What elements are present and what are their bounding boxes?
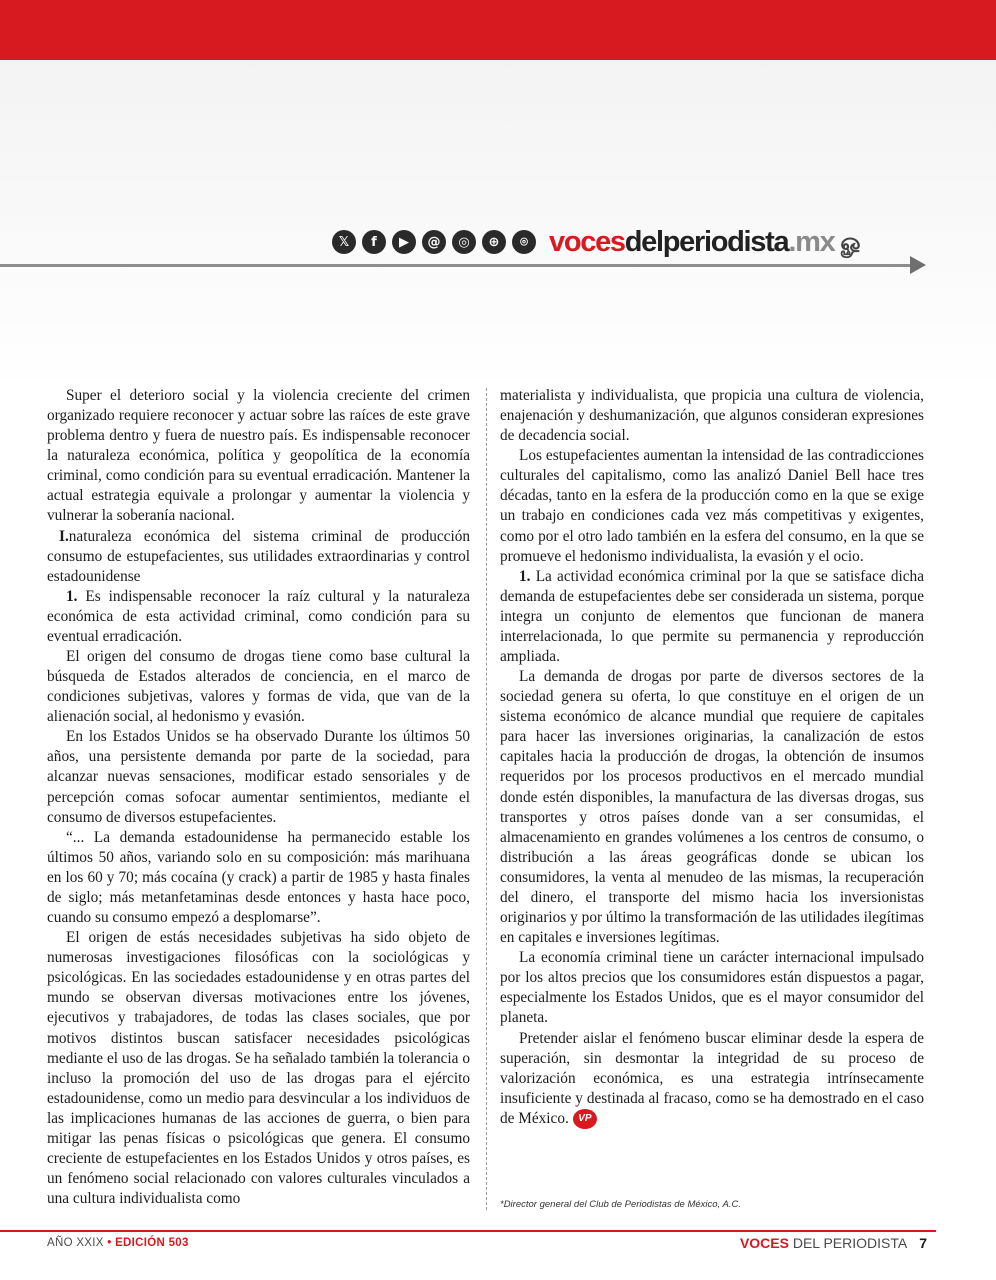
footer-edition: EDICIÓN 503 bbox=[115, 1237, 189, 1249]
section-marker: I. bbox=[59, 527, 69, 545]
article-paragraph: Super el deterioro social y la violencia creciente del crimen organizado requiere reconocer y actuar sobre las raíces de este grave problema dentro y fuera de nuestro país. Es indispensable reconocer la naturaleza económica, política y geopolítica de la economía criminal, como condición para su eventual erradicación. Mantener la actual estrategia equivale a prolongar y aumentar la violencia y vulnerar la soberanía nacional. bbox=[47, 387, 470, 525]
footer-bullet: • bbox=[107, 1237, 112, 1249]
article-paragraph: El origen del consumo de drogas tiene como base cultural la búsqueda de Estados alterados de conciencia, en el marco de condiciones subjetivas, valores y formas de vida, que van de la alienación social, al hedonismo y evasión. bbox=[47, 648, 470, 726]
instagram-icon[interactable]: ◎ bbox=[452, 230, 476, 254]
top-red-bar bbox=[0, 0, 996, 60]
article-paragraph: El origen de estás necesidades subjetivas ha sido objeto de numerosas investigaciones filosóficas con la sociológicas y psicológicas. En las sociedades estadounidense y en otras partes del mundo se observan diversas motivaciones entre los jóvenes, ejecutivos y trabajadores, de todas las clases sociales, que por motivos distintos buscan satisfacer necesidades psicológicas mediante el uso de las drogas. Se ha señalado también la tolerancia o incluso la promoción del uso de las drogas para el ejército estadounidense, como un medio para desvincular a los individuos de las implicaciones humanas de las acciones de guerra, o bien para mitigar las penas físicas o psicológicas que genera. El consumo creciente de estupefacientes en los Estados Unidos y otros países, es un fenómeno social relacionado con valores culturales vinculados a una cultura individualista como bbox=[47, 929, 470, 1208]
page-number: 7 bbox=[919, 1235, 927, 1251]
article-column-left bbox=[47, 386, 470, 1209]
header-rule bbox=[0, 264, 912, 267]
article-paragraph: La demanda de drogas por parte de diversos sectores de la sociedad genera su oferta, lo que constituye en el origen de un sistema económico de alcance mundial que requiere de capitales para hacer las inversiones originarias, la canalización de estos capitales hacia la producción de drogas, la obtención de insumos requeridos por los procesos productivos en el mercado mundial donde estén disponibles, la manufactura de las diversas drogas, sus transportes y otros países donde van a ser consumidas, el almacenamiento en grandes volúmenes a los centros de consumo, o distribución a las áreas geográficas donde se ubican los consumidores, la venta al menudeo de las mismas, la recuperación del dinero, el transporte del mismo hacia los inversionistas originarios y por último la transformación de las utilidades ilegítimas en capitales e inversiones legítimas. bbox=[500, 668, 924, 947]
article-paragraph: Pretender aislar el fenómeno buscar eliminar desde la espera de superación, sin desmontar la integridad de su proceso de valorización económica, es una estrategia intrínsecamente insuficiente y destinada al fracaso, como se ha demostrado en el caso de México. VP bbox=[500, 1029, 924, 1130]
swirl-logo-icon: ௐ bbox=[840, 229, 864, 257]
article-paragraph: La economía criminal tiene un carácter internacional impulsado por los altos precios que los consumidores están dispuestos a pagar, especialmente los Estados Unidos, que es el mayor consumidor del planeta. bbox=[500, 949, 924, 1027]
article-column-right bbox=[500, 386, 924, 1129]
globe-icon[interactable]: ⊕ bbox=[482, 230, 506, 254]
footer-issue-info bbox=[47, 1237, 189, 1249]
site-brand[interactable] bbox=[549, 222, 863, 262]
footer-rule bbox=[0, 1230, 936, 1232]
point-marker: 1. bbox=[66, 587, 78, 605]
column-divider bbox=[486, 388, 487, 1210]
numbered-paragraph: 1. La actividad económica criminal por la que se satisface dicha demanda de estupefacientes debe ser considerada un sistema, porque integra un conjunto de elementos que funcionan de manera interrelacionada, lo que permite su permanencia y reproducción ampliada. bbox=[500, 567, 924, 666]
brand-domain: .mx bbox=[788, 226, 835, 258]
brand-delperiodista: delperiodista bbox=[624, 226, 789, 258]
brand-voces: voces bbox=[549, 226, 625, 258]
threads-icon[interactable]: @ bbox=[422, 230, 446, 254]
social-icons-row bbox=[332, 228, 536, 256]
youtube-icon[interactable]: ▶ bbox=[392, 230, 416, 254]
author-footnote: *Director general del Club de Periodistas de México, A.C. bbox=[500, 1199, 741, 1210]
facebook-icon[interactable]: f bbox=[362, 230, 386, 254]
x-icon[interactable]: 𝕏 bbox=[332, 230, 356, 254]
numbered-paragraph: 1. Es indispensable reconocer la raíz cultural y la naturaleza económica de esta actividad criminal, como condición para su eventual erradicación. bbox=[47, 587, 470, 645]
article-paragraph: Los estupefacientes aumentan la intensidad de las contradicciones culturales del capitalismo, como las analizó Daniel Bell hace tres décadas, tanto en la esfera de la producción como en la que se exige un trabajo en condiciones cada vez más competitivas y exigentes, como por el otro lado también en la esfera del consumo, en la que se promueve el hedonismo individualista, la evasión y el ocio. bbox=[500, 447, 924, 565]
quote-paragraph: “... La demanda estadounidense ha permanecido estable los últimos 50 años, variando solo en su composición: más marihuana en los 60 y 70; más cocaína (y crack) a partir de 1985 y hasta finales de siglo; más metanfetaminas desde entonces y hasta hace poco, cuando su consumo empezó a desplomarse”. bbox=[47, 828, 470, 927]
point-marker: 1. bbox=[519, 567, 531, 585]
location-icon[interactable]: ⌾ bbox=[512, 230, 536, 254]
vp-end-badge-icon: VP bbox=[573, 1109, 597, 1129]
section-heading: I.naturaleza económica del sistema criminal de producción consumo de estupefacientes, sus utilidades extraordinarias y control estadounidense bbox=[47, 527, 470, 585]
footer-publication bbox=[740, 1235, 927, 1251]
footer-pub-rest: DEL PERIODISTA bbox=[788, 1235, 908, 1251]
footer-year: AÑO XXIX bbox=[47, 1237, 104, 1249]
article-paragraph: materialista y individualista, que propicia una cultura de violencia, enajenación y deshumanización, que algunos consideran expresiones de decadencia social. bbox=[500, 387, 924, 445]
arrow-right-icon bbox=[910, 256, 926, 274]
footer-pub-bold: VOCES bbox=[739, 1235, 789, 1251]
article-paragraph: En los Estados Unidos se ha observado Durante los últimos 50 años, una persistente demanda por parte de la sociedad, para alcanzar nuevas sensaciones, modificar estado sensoriales y de percepción comas sofocar aumentar sentimientos, mediante el consumo de diversos estupefacientes. bbox=[47, 728, 470, 826]
